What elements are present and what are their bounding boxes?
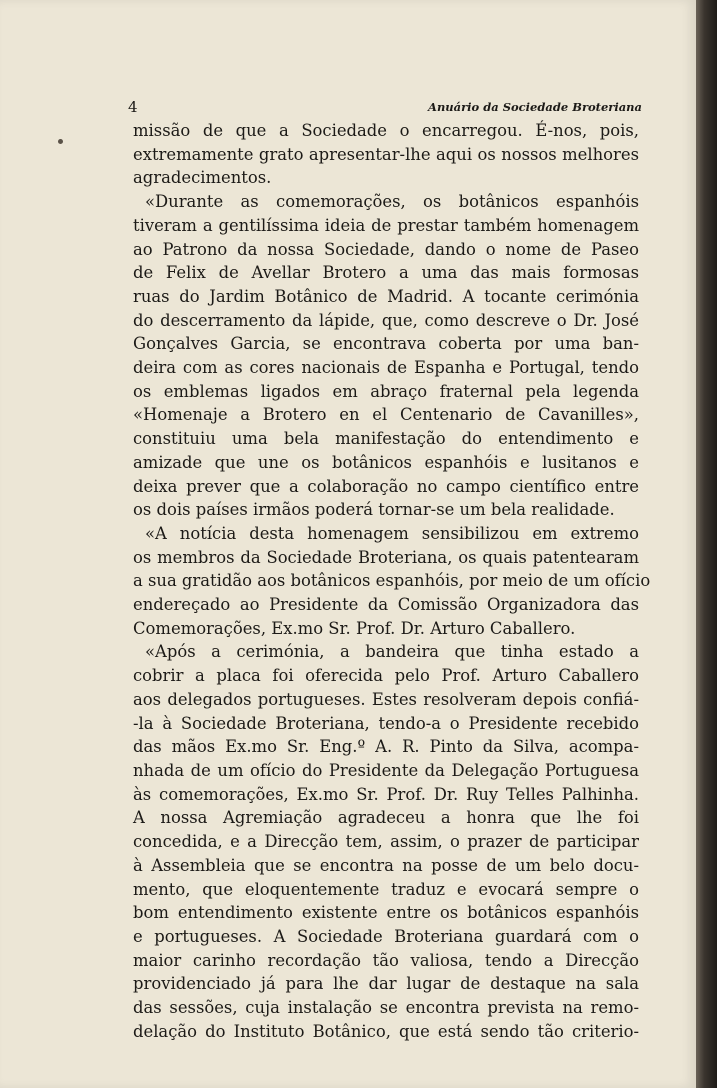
text-line: concedida, e a Direcção tem, assim, o prazer de participar xyxy=(133,832,639,852)
text-line: A nossa Agremiação agradeceu a honra que lhe foi xyxy=(133,808,639,828)
text-line: providenciado já para lhe dar lugar de destaque na sala xyxy=(133,974,639,994)
text-line: amizade que une os botânicos espanhóis e lusitanos e xyxy=(133,452,639,472)
text-line: e portugueses. A Sociedade Broteriana guardará com o xyxy=(133,926,639,946)
page-header xyxy=(128,98,642,120)
text-line: de Felix de Avellar Brotero a uma das mais formosas xyxy=(133,263,639,283)
text-line: tiveram a gentilíssima ideia de prestar também homenagem xyxy=(133,215,639,235)
text-line: a sua gratidão aos botânicos espanhóis, por meio de um ofício xyxy=(133,571,651,591)
book-spine-edge xyxy=(696,0,717,1088)
text-line: endereçado ao Presidente da Comissão Organizadora das xyxy=(133,595,639,615)
text-line: «Após a cerimónia, a bandeira que tinha estado a xyxy=(145,642,639,662)
text-line: deira com as cores nacionais de Espanha e Portugal, tendo xyxy=(133,358,639,378)
text-line: das mãos Ex.mo Sr. Eng.º A. R. Pinto da Silva, acompa- xyxy=(133,737,639,757)
text-line: os dois países irmãos poderá tornar-se um bela realidade. xyxy=(133,500,615,520)
text-line: «Homenaje a Brotero en el Centenario de Cavanilles», xyxy=(133,405,639,425)
text-line: «Durante as comemorações, os botânicos espanhóis xyxy=(145,192,639,212)
text-line: maior carinho recordação tão valiosa, tendo a Direcção xyxy=(133,950,639,970)
text-line: mento, que eloquentemente traduz e evocará sempre o xyxy=(133,879,639,899)
text-line: missão de que a Sociedade o encarregou. É-nos, pois, xyxy=(133,121,639,140)
text-line: Comemorações, Ex.mo Sr. Prof. Dr. Arturo Caballero. xyxy=(133,618,576,638)
margin-dot xyxy=(58,139,63,144)
text-line: deixa prever que a colaboração no campo científico entre xyxy=(133,476,639,496)
text-line: constituiu uma bela manifestação do entendimento e xyxy=(133,429,639,449)
text-line: das sessões, cuja instalação se encontra prevista na remo- xyxy=(133,998,639,1018)
text-line: agradecimentos. xyxy=(133,168,272,188)
text-line: os emblemas ligados em abraço fraternal pela legenda xyxy=(133,381,639,401)
text-line: nhada de um ofício do Presidente da Delegação Portuguesa xyxy=(133,760,639,780)
text-line: extremamente grato apresentar-lhe aqui os nossos melhores xyxy=(133,144,639,164)
text-line: aos delegados portugueses. Estes resolveram depois confiá- xyxy=(133,689,639,709)
text-line: cobrir a placa foi oferecida pelo Prof. Arturo Caballero xyxy=(133,666,639,686)
body-text xyxy=(133,119,651,1043)
text-line: os membros da Sociedade Broteriana, os quais patentearam xyxy=(133,547,639,567)
text-line: «A notícia desta homenagem sensibilizou em extremo xyxy=(145,523,639,543)
running-title: Anuário da Sociedade Broteriana xyxy=(428,100,642,114)
text-line: ruas do Jardim Botânico de Madrid. A tocante cerimónia xyxy=(133,286,639,306)
page-number: 4 xyxy=(128,98,138,116)
text-line: Gonçalves Garcia, se encontrava coberta por uma ban- xyxy=(133,334,639,354)
text-line: bom entendimento existente entre os botânicos espanhóis xyxy=(133,903,639,923)
text-line: -la à Sociedade Broteriana, tendo-a o Presidente recebido xyxy=(133,713,639,733)
text-line: do descerramento da lápide, que, como descreve o Dr. José xyxy=(133,310,639,330)
text-line: ao Patrono da nossa Sociedade, dando o nome de Paseo xyxy=(133,239,639,259)
text-line: delação do Instituto Botânico, que está sendo tão criterio- xyxy=(133,1021,639,1041)
text-line: às comemorações, Ex.mo Sr. Prof. Dr. Ruy Telles Palhinha. xyxy=(133,784,639,804)
text-line: à Assembleia que se encontra na posse de um belo docu- xyxy=(133,855,639,875)
